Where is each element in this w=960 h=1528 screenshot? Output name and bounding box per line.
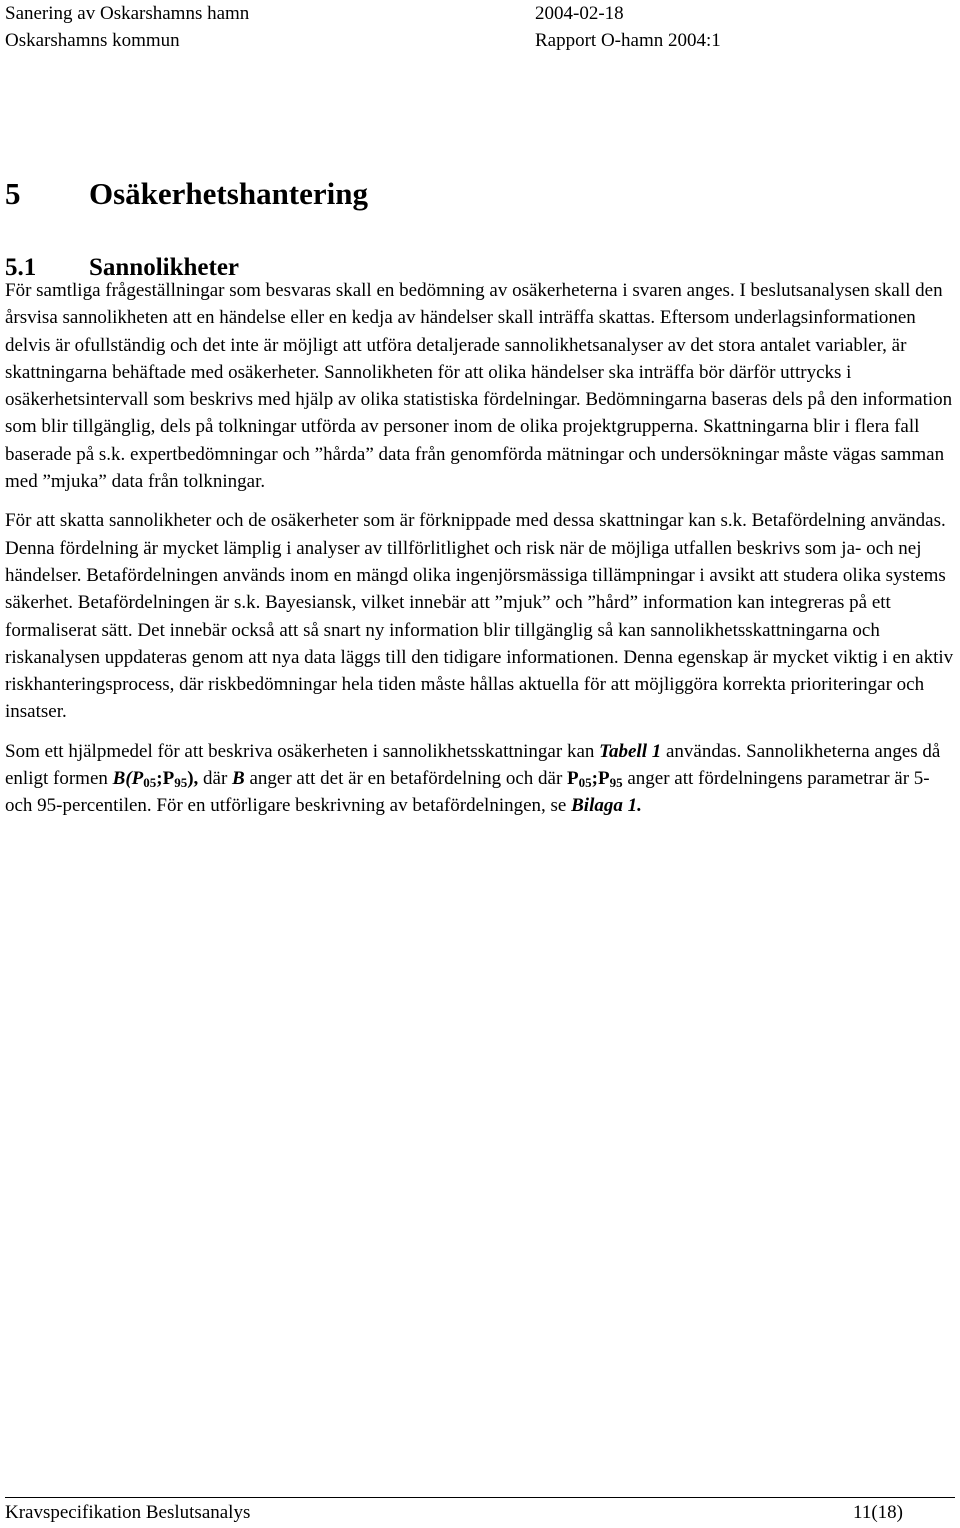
header-title: Sanering av Oskarshamns hamn xyxy=(5,3,250,24)
subsection-title: Sannolikheter xyxy=(89,254,240,281)
p3-text-c: där xyxy=(198,768,233,790)
header-org: Oskarshamns kommun xyxy=(5,30,180,51)
table-reference: Tabell 1 xyxy=(599,740,662,762)
section-title: Osäkerhetshantering xyxy=(89,176,368,211)
percentile-formula: $P_{05};P_{95}$ xyxy=(567,768,623,791)
paragraph-2: För att skatta sannolikheter och de osäkerheter som är förknippade med dessa skattningar kan s.k. Betafördelning användas. Denna fördelning är mycket lämplig i analyser av tillförlitlighet och risk när de möjliga utfallen beskrivs som ja- och nej händelser. Betafördelningen används inom en mängd olika ingenjörsmässiga tillämpningar i avsikt att studera olika systems säkerhet. Betafördelningen är s.k. Bayesiansk, vilket innebär att ”mjuk” och ”hård” information kan integreras på ett formaliserat sätt. Det innebär också att så snart ny information blir tillgänglig så kan sannolikhetsskattningarna och riskanalysen uppdateras genom att nya data läggs till den tidigare informationen. Denna egenskap är mycket viktig i en aktiv riskhanteringsprocess, där riskbedömningar hela tiden måste hållas aktuella för att möjliggöra korrekta prioriteringar och insatser. xyxy=(5,510,954,723)
paragraph-1: För samtliga frågeställningar som besvaras skall en bedömning av osäkerheterna i svaren anges. I beslutsanalysen skall den årsvisa sannolikheten att en händelse eller en kedja av händelser skall inträffa skattas. Eftersom underlagsinformationen delvis är ofullständig och det inte är möjligt att utföra detaljerade sannolikhetsanalyser av det stora antalet variabler, är skattningarna behäftade med osäkerheter. Sannolikheten för att olika händelser ska inträffa bör därför uttrycks i osäkerhetsintervall som beskrivs med hjälp av olika statistiska fördelningar. Bedömningarna baseras dels på den information som blir tillgänglig, dels på tolkningar utförda av personer inom de olika projektgrupperna. Skattningarna blir i flera fall baserade på s.k. expertbedömningar och ”hårda” data från genomförda mätningar och undersökningar måste vägas samman med ”mjuka” data från tolkningar. xyxy=(5,280,953,493)
header-date: 2004-02-18 xyxy=(535,3,624,24)
footer-document-title: Kravspecifikation Beslutsanalys xyxy=(5,1502,251,1523)
section-number: 5 xyxy=(5,176,21,211)
beta-formula: $B(P_{05};P_{95})$, xyxy=(112,768,199,791)
appendix-reference: Bilaga 1. xyxy=(571,795,642,817)
beta-symbol: B xyxy=(232,768,245,790)
p3-text-d: anger att det är en betafördelning och där xyxy=(244,768,568,790)
section-heading xyxy=(5,172,368,216)
header-report: Rapport O-hamn 2004:1 xyxy=(535,30,721,51)
page-footer xyxy=(5,1497,955,1528)
page-header xyxy=(5,0,955,54)
body-text xyxy=(5,277,957,832)
p3-text-b: användas. Sannolikheterna anges då enligt formen xyxy=(5,740,941,790)
subsection-number: 5.1 xyxy=(5,254,37,281)
page-number: 11(18) xyxy=(853,1502,903,1523)
paragraph-3 xyxy=(5,738,957,820)
p3-text-e: anger att fördelningens parametrar är 5- och 95-percentilen. För en utförligare beskrivning av betafördelningen, se xyxy=(5,768,930,817)
p3-text-a: Som ett hjälpmedel för att beskriva osäkerheten i sannolikhetsskattningar kan xyxy=(5,740,600,762)
